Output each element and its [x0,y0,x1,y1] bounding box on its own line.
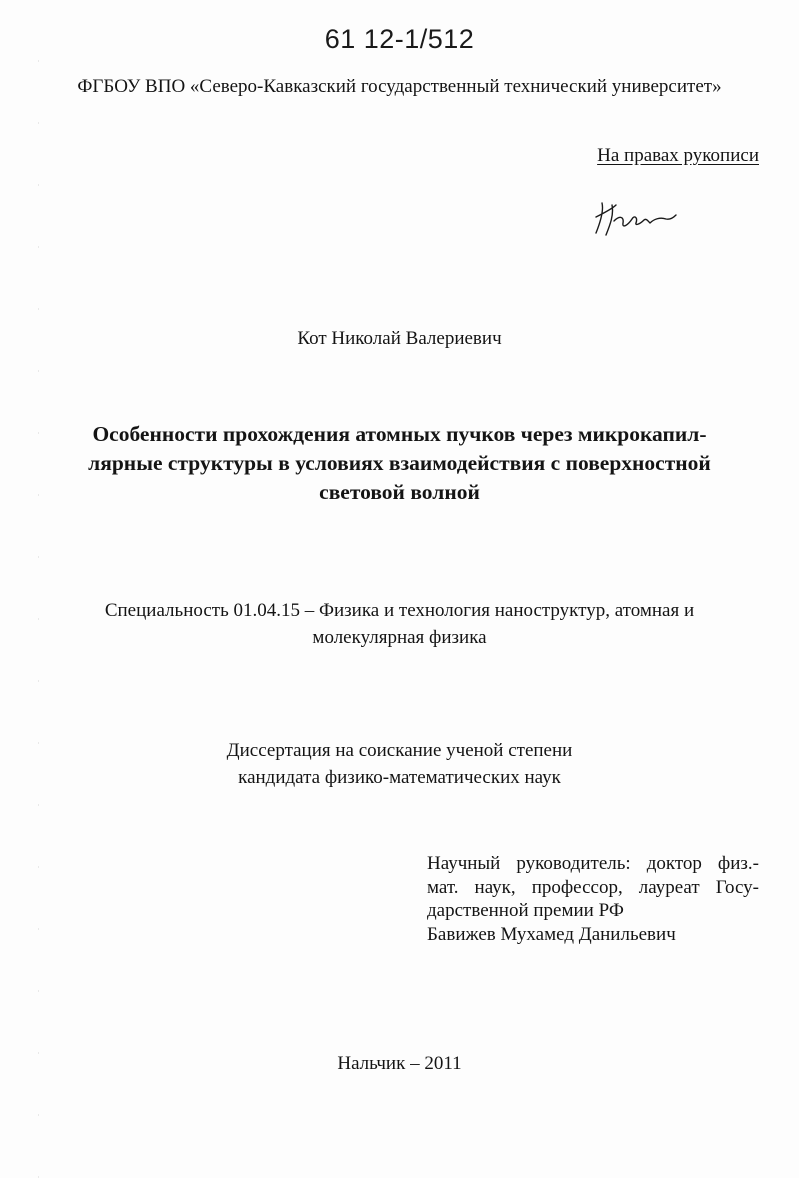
scan-fold-mark [38,0,39,1178]
specialty-line: молекулярная физика [312,627,487,648]
supervisor-line: Научный руководитель: доктор физ.- [427,853,759,874]
supervisor-line: дарственной премии РФ [427,900,624,921]
degree-line: Диссертация на соискание ученой степени [226,740,573,761]
rights-notice: На правах рукописи [597,145,759,166]
title-line: Особенности прохождения атомных пучков через микрокапил- [92,422,707,446]
title-line: световой волной [319,480,480,504]
institution-name: ФГБОУ ВПО «Северо-Кавказский государственный технический университет» [77,76,722,97]
degree-line: кандидата физико-математических наук [238,767,561,788]
dissertation-title [0,420,799,507]
title-line: лярные структуры в условиях взаимодействия с поверхностной [88,451,711,475]
specialty-line: Специальность 01.04.15 – Физика и технология наноструктур, атомная и [104,600,695,621]
specialty [0,597,799,651]
degree-statement [0,737,799,791]
place-and-year: Нальчик – 2011 [337,1053,462,1074]
catalog-number: 61 12-1/512 [324,24,475,54]
author-name: Кот Николай Валериевич [297,328,502,349]
handwritten-signature [590,195,680,240]
scientific-supervisor [427,852,759,946]
supervisor-line: мат. наук, профессор, лауреат Госу- [427,876,759,898]
supervisor-name: Бавижев Мухамед Данильевич [427,923,676,945]
